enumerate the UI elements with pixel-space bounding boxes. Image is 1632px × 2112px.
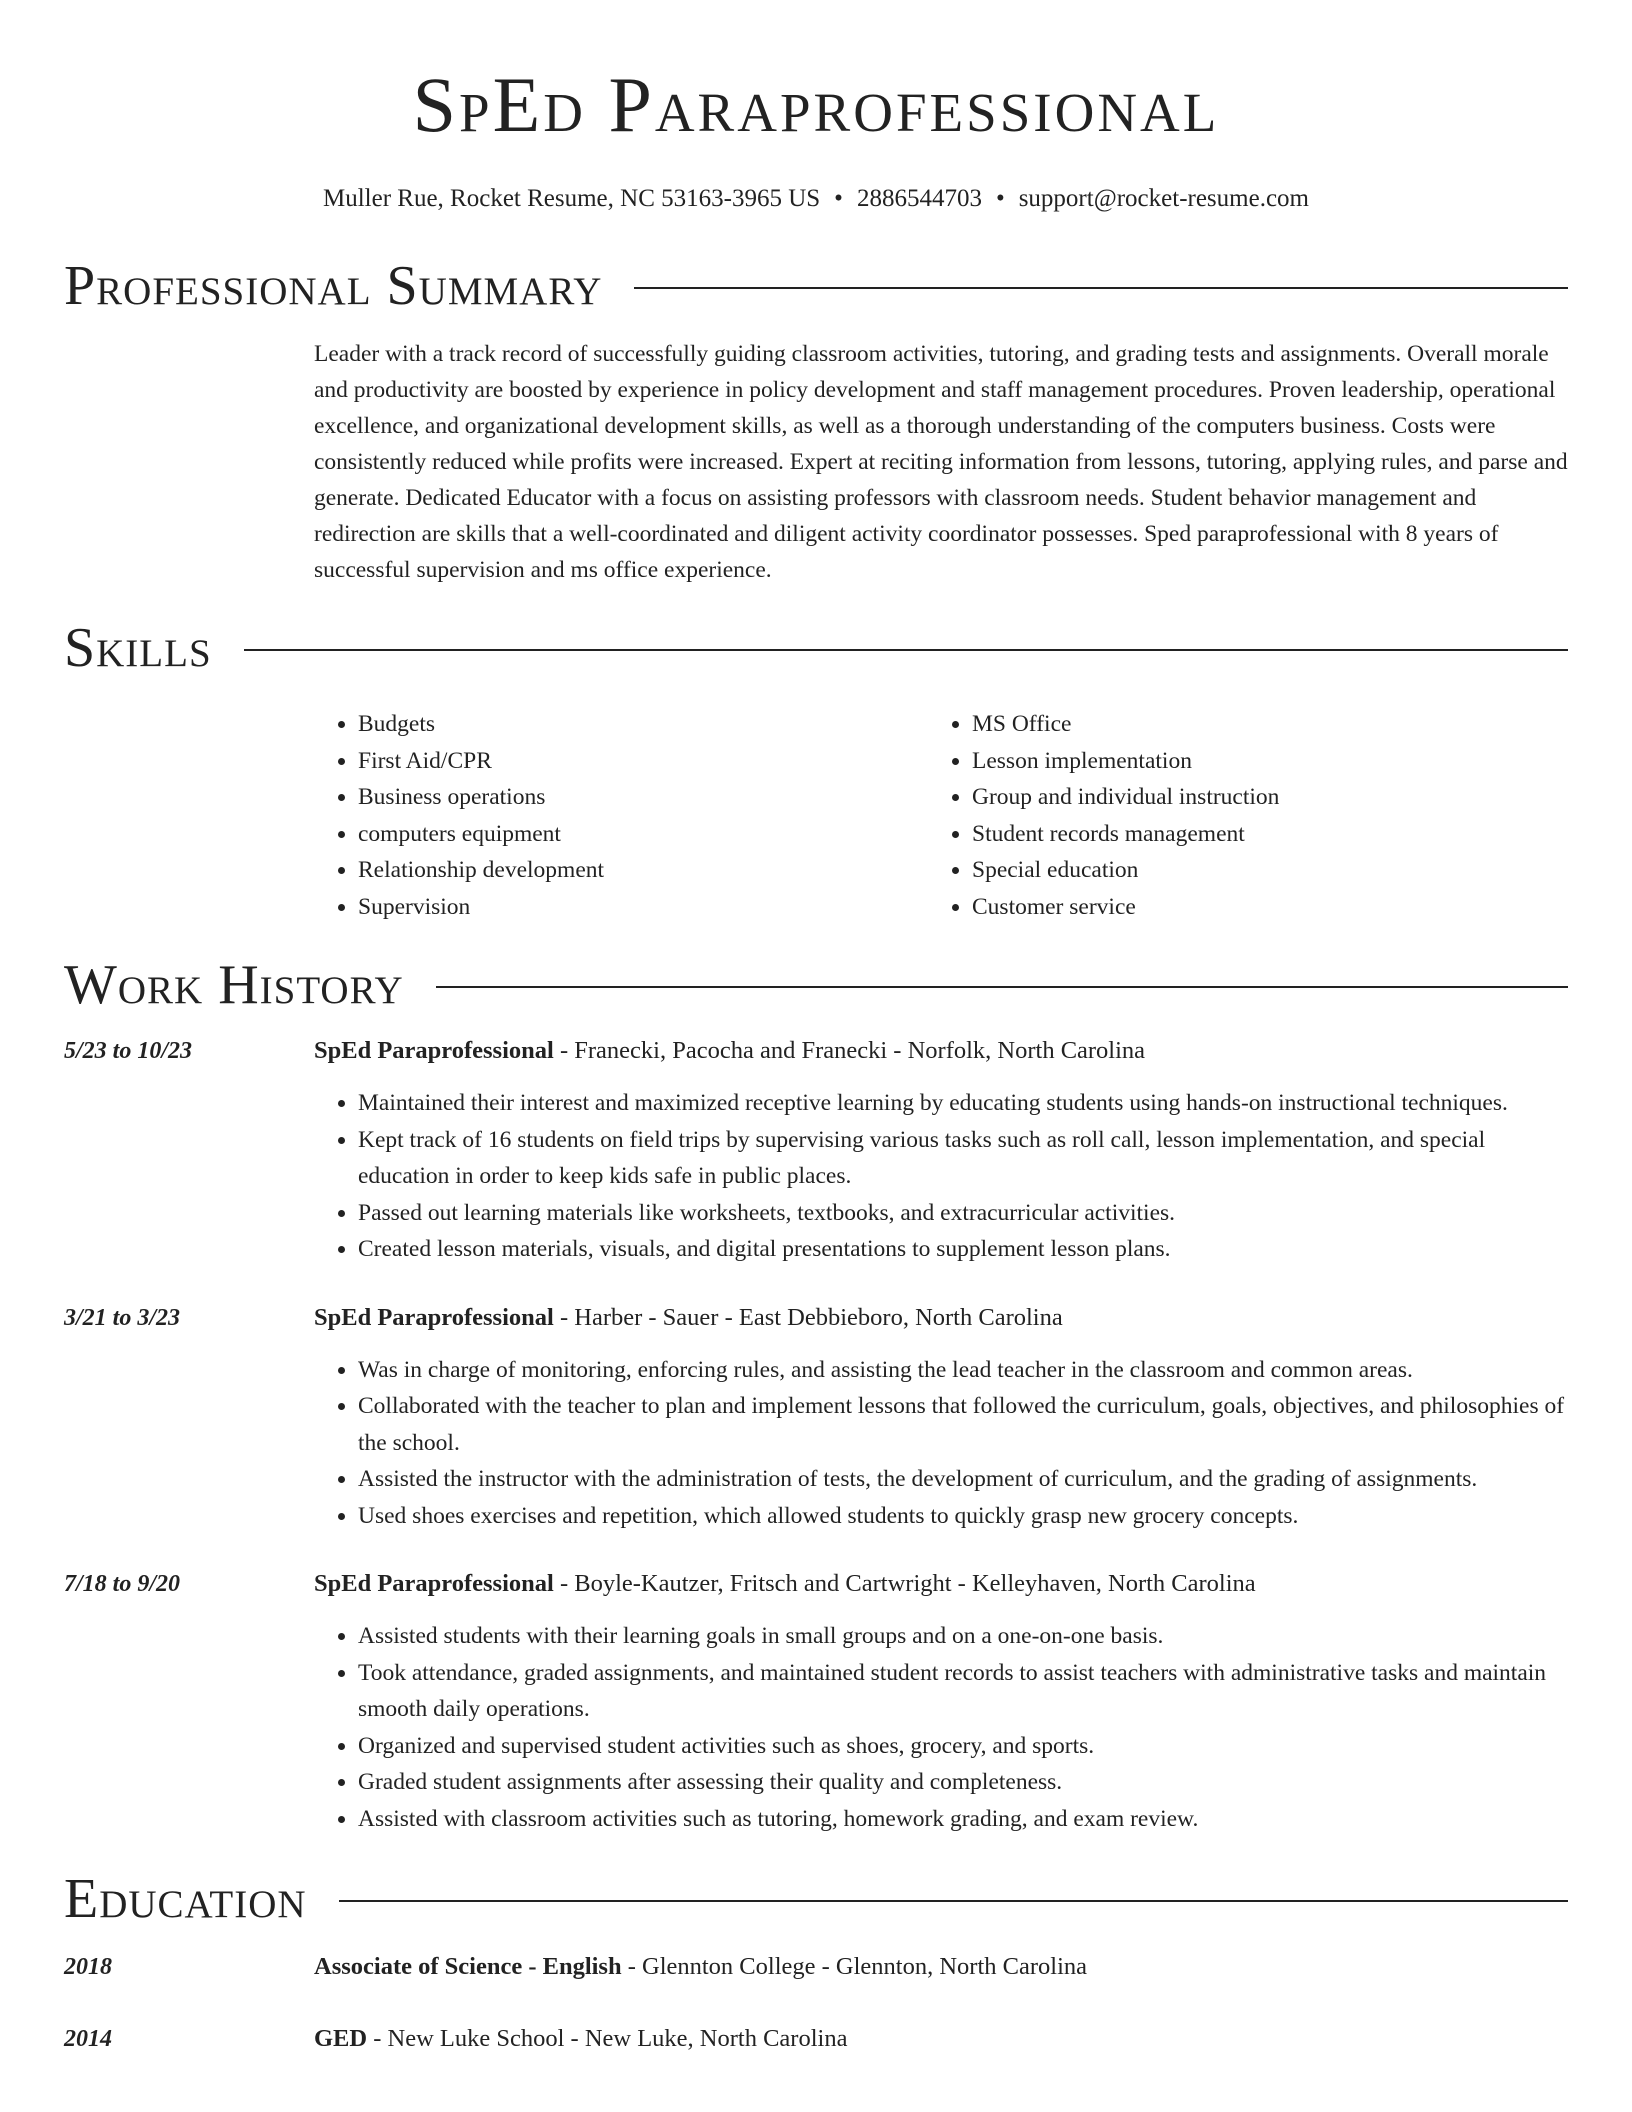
summary-text: Leader with a track record of successfully guiding classroom activities, tutoring, and grading tests and assignments. Overall morale and productivity are boosted by experience in policy development and staff management procedures. Proven leadership, operational excellence, and organizational development skills, as well as a thorough understanding of the computers business. Costs were consistently reduced while profits were increased. Expert at reciting information from lessons, tutoring, applying rules, and parse and generate. Dedicated Educator with a focus on assisting professors with classroom needs. Student behavior management and redirection are skills that a well-coordinated and diligent activity coordinator possesses. Sped paraprofessional with 8 years of successful supervision and ms office experience. (314, 341, 1568, 583)
job-bullet: • Graded student assignments after assessing their quality and completeness. (358, 1764, 1568, 1801)
section-divider (436, 986, 1568, 988)
job-bullet: • Was in charge of monitoring, enforcing rules, and assisting the lead teacher in the classroom and common areas. (358, 1352, 1568, 1389)
skill-item: • Group and individual instruction (972, 779, 1542, 816)
job-entry (64, 1300, 1568, 1535)
job-dates: 5/23 to 10/23 (64, 1038, 193, 1064)
education-year: 2014 (64, 2026, 112, 2052)
skill-item: • Business operations (358, 779, 928, 816)
job-bullet: • Collaborated with the teacher to plan and implement lessons that followed the curriculum, goals, objectives, and philosophies of the school. (358, 1388, 1568, 1461)
job-bullet: • Assisted with classroom activities such as tutoring, homework grading, and exam review. (358, 1801, 1568, 1838)
job-employer-location: - Boyle-Kautzer, Fritsch and Cartwright - Kelleyhaven, North Carolina (553, 1570, 1256, 1597)
skills-column-left (314, 706, 928, 925)
job-bullet: • Used shoes exercises and repetition, which allowed students to quickly grasp new grocery concepts. (358, 1498, 1568, 1535)
education-section-heading (64, 1867, 1568, 1931)
section-divider (634, 287, 1568, 289)
skills-section-heading (64, 616, 1568, 680)
job-title-line (314, 1300, 1568, 1336)
section-divider (339, 1900, 1568, 1902)
job-bullet: • Maintained their interest and maximized receptive learning by educating students using hands-on instructional techniques. (358, 1085, 1568, 1122)
skill-item: • Special education (972, 852, 1542, 889)
job-body (314, 1300, 1568, 1535)
job-bullet: • Created lesson materials, visuals, and digital presentations to supplement lesson plans. (358, 1231, 1568, 1268)
summary-heading: Professional Summary (64, 255, 603, 317)
job-title: SpEd Paraprofessional (314, 1303, 554, 1331)
education-degree: GED (314, 2025, 368, 2052)
job-employer-location: - Harber - Sauer - East Debbieboro, North Carolina (553, 1303, 1063, 1331)
education-heading: Education (64, 1868, 307, 1930)
skills-heading: Skills (64, 617, 212, 679)
skill-item: • computers equipment (358, 816, 928, 853)
job-bullet: • Took attendance, graded assignments, and maintained student records to assist teachers with administrative tasks and maintain smooth daily operations. (358, 1655, 1568, 1728)
contact-email: support@rocket-resume.com (1018, 185, 1309, 212)
job-body (314, 1566, 1568, 1837)
skill-item: • Budgets (358, 706, 928, 743)
contact-address: Muller Rue, Rocket Resume, NC 53163-3965 US (322, 185, 821, 212)
education-year: 2018 (64, 1954, 112, 1980)
job-bullet: • Kept track of 16 students on field trips by supervising various tasks such as roll call, lesson implementation, and special education in order to keep kids safe in public places. (358, 1122, 1568, 1195)
job-title-line (314, 1033, 1568, 1069)
job-bullet: • Organized and supervised student activities such as shoes, grocery, and sports. (358, 1728, 1568, 1765)
education-text (314, 1949, 1087, 1985)
work-heading: Work History (64, 954, 404, 1016)
job-title: SpEd Paraprofessional (314, 1037, 554, 1064)
job-employer-location: - Franecki, Pacocha and Franecki - Norfolk, North Carolina (553, 1037, 1146, 1064)
education-degree: Associate of Science - English (314, 1953, 622, 1980)
job-title: SpEd Paraprofessional (314, 1570, 554, 1597)
contact-line (64, 184, 1568, 214)
section-divider (244, 649, 1568, 651)
skill-item: • Customer service (972, 889, 1542, 926)
job-bullet: • Assisted students with their learning goals in small groups and on a one-on-one basis. (358, 1618, 1568, 1655)
skill-item: • MS Office (972, 706, 1542, 743)
skill-item: • First Aid/CPR (358, 743, 928, 780)
skill-item: • Supervision (358, 889, 928, 926)
education-school: - Glennton College - Glennton, North Carolina (621, 1953, 1087, 1980)
job-dates: 3/21 to 3/23 (64, 1304, 181, 1331)
skill-item: • Lesson implementation (972, 743, 1542, 780)
education-school: - New Luke School - New Luke, North Carolina (367, 2025, 848, 2052)
summary-section-heading (64, 254, 1568, 318)
skill-item: • Relationship development (358, 852, 928, 889)
contact-separator: • (834, 185, 843, 212)
job-bullets (314, 1085, 1568, 1268)
job-bullets (314, 1352, 1568, 1535)
resume-page (64, 0, 1568, 2057)
candidate-name: SpEd Paraprofessional (412, 61, 1220, 148)
contact-separator: • (995, 185, 1005, 212)
work-section-heading (64, 953, 1568, 1017)
job-entry (64, 1033, 1568, 1268)
job-bullets (314, 1618, 1568, 1837)
education-entry (64, 2021, 1568, 2057)
education-entry (64, 1949, 1568, 1985)
job-bullet: • Assisted the instructor with the administration of tests, the development of curriculum, and the grading of assignments. (358, 1461, 1568, 1498)
job-bullet: • Passed out learning materials like worksheets, textbooks, and extracurricular activities. (358, 1195, 1568, 1232)
education-text (314, 2021, 847, 2057)
job-title-line (314, 1566, 1568, 1602)
job-entry (64, 1566, 1568, 1837)
skill-item: • Student records management (972, 816, 1542, 853)
job-body (314, 1033, 1568, 1268)
skills-column-right (928, 706, 1542, 925)
job-dates: 7/18 to 9/20 (64, 1571, 181, 1597)
skills-list (314, 706, 1568, 925)
summary-body (314, 336, 1568, 588)
contact-phone: 2886544703 (856, 185, 982, 212)
